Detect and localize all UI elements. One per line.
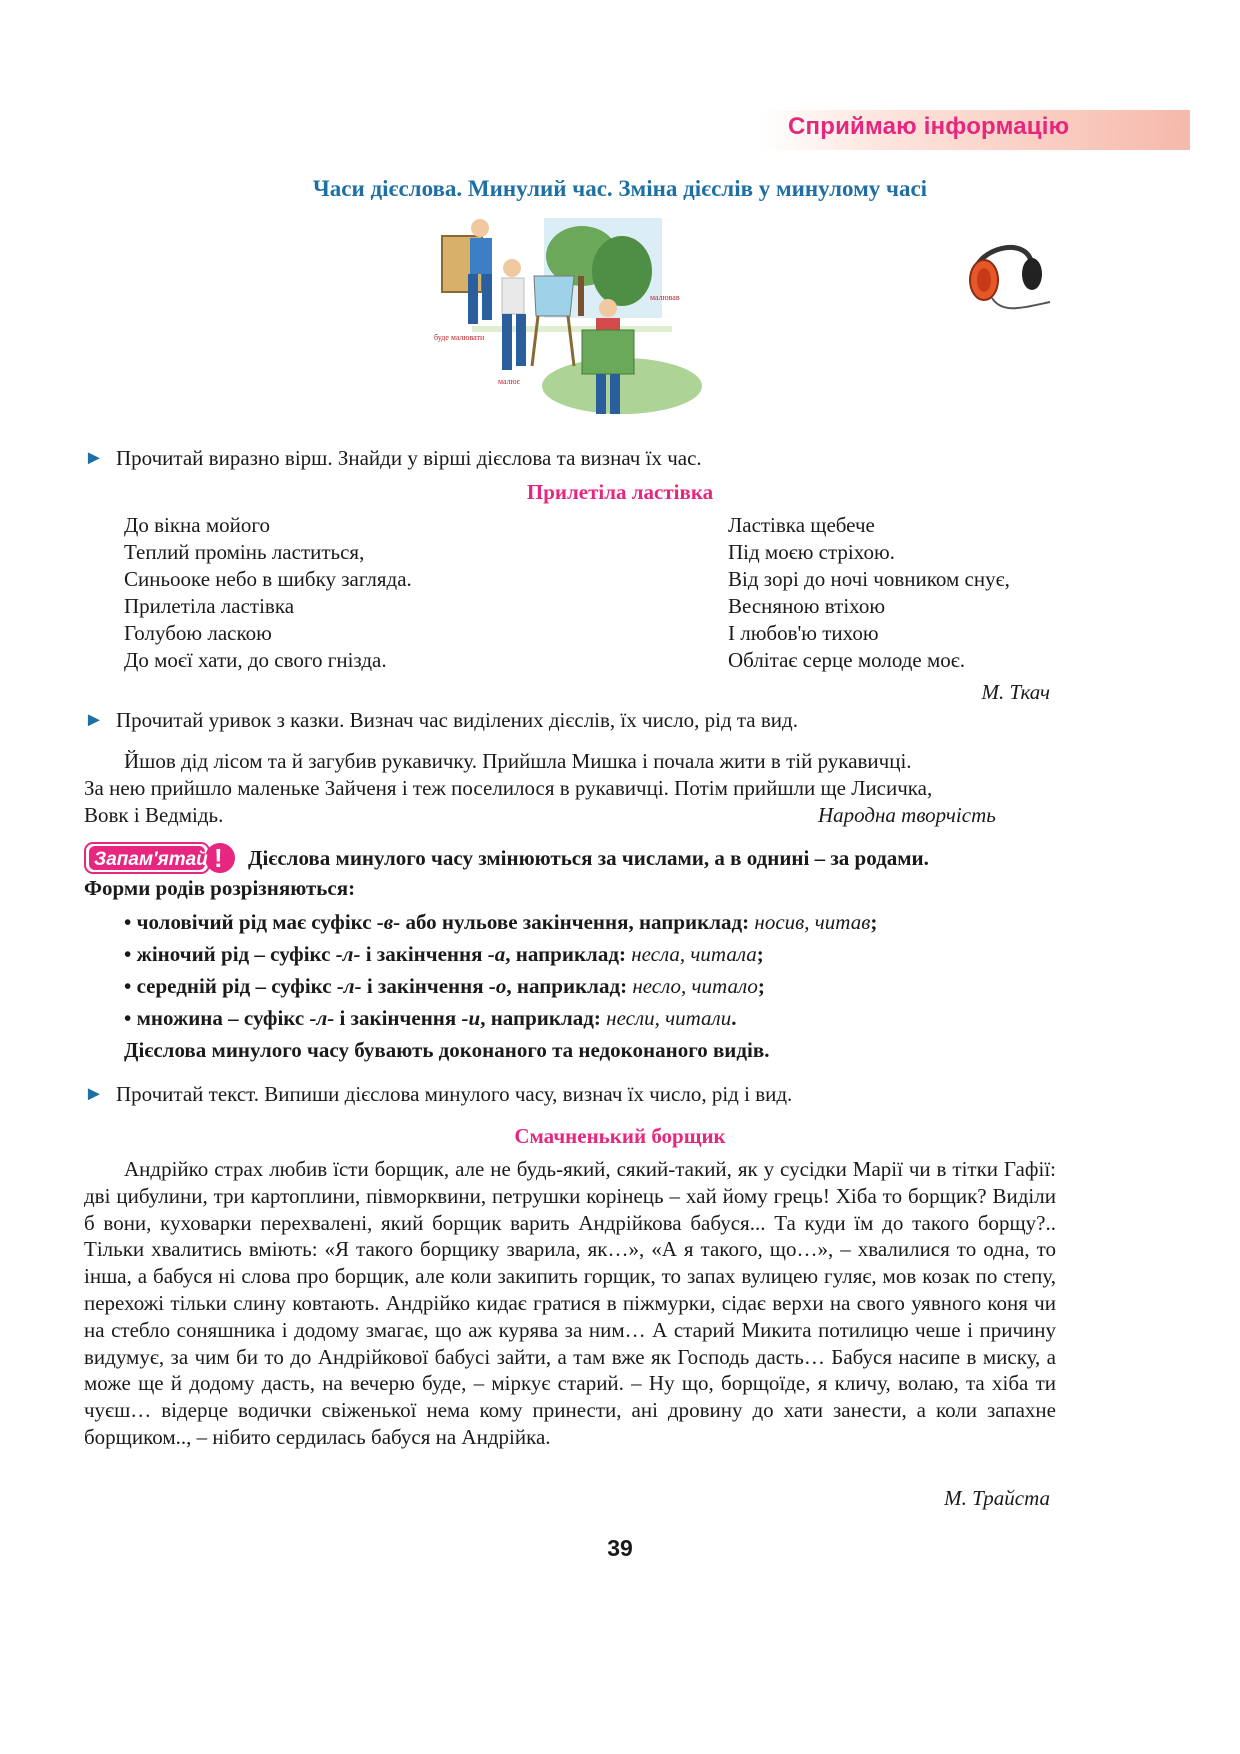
- poem-line: До моєї хати, до свого гнізда.: [124, 648, 387, 672]
- boy-painting-illustration: [432, 216, 714, 428]
- example: несло, читало: [632, 974, 758, 998]
- punct: .: [731, 1006, 737, 1030]
- suffix: -л-: [309, 1006, 335, 1030]
- poem-line: Під моєю стріхою.: [728, 540, 895, 564]
- poem-author: М. Ткач: [981, 680, 1050, 704]
- story-author: М. Трайста: [944, 1486, 1050, 1510]
- label-present: малює: [498, 377, 521, 386]
- suffix: -л-: [336, 974, 362, 998]
- rule-bullet-feminine: [124, 938, 764, 970]
- headphones-icon: [962, 228, 1052, 316]
- label-future: буде малювати: [434, 333, 485, 342]
- poem-line: Прилетіла ластівка: [124, 594, 295, 618]
- tale-line: Йшов дід лісом та й загубив рукавичку. Прийшла Мишка і почала жити в тій рукавичці.: [124, 749, 912, 773]
- poem-line: Від зорі до ночі човником снує,: [728, 567, 1010, 591]
- ending: -а: [487, 942, 506, 966]
- task-read-poem: [84, 446, 702, 471]
- story-title: Смачненький борщик: [514, 1124, 726, 1148]
- suffix: -л-: [335, 942, 361, 966]
- page-number: 39: [607, 1535, 633, 1561]
- pointer-arrow-icon: ►: [84, 1083, 104, 1105]
- punct: ;: [870, 910, 878, 934]
- task-read-text: [84, 1082, 792, 1107]
- punct: ;: [756, 942, 764, 966]
- task-text: Прочитай текст. Випиши дієслова минулого часу, визнач їх число, рід і вид.: [116, 1082, 793, 1106]
- tale-last-row: [84, 802, 1056, 829]
- poem-line: Облітає серце молоде моє.: [728, 648, 966, 672]
- rule-text: і закінчення: [334, 1006, 462, 1030]
- rule-line-1: Дієслова минулого часу змінюються за числами, а в однині – за родами.: [248, 846, 929, 870]
- poem-line: Синьооке небо в шибку загляда.: [124, 567, 412, 591]
- rule-text: • чоловічий рід має суфікс: [124, 910, 377, 934]
- tale-excerpt: [84, 748, 1056, 829]
- ending: -и: [461, 1006, 481, 1030]
- rule-text: , наприклад:: [480, 1006, 607, 1030]
- rule-bullet-neuter: [124, 970, 765, 1002]
- poem-line: Голубою ласкою: [124, 621, 272, 645]
- tale-source: Народна творчість: [818, 803, 996, 827]
- rule-bullet-plural: [124, 1002, 736, 1034]
- tale-line: Вовк і Ведмідь.: [84, 803, 224, 827]
- rule-line-last: Дієслова минулого часу бувають доконаного та недоконаного видів.: [124, 1038, 770, 1062]
- story-text: Андрійко страх любив їсти борщик, але не будь-який, сякий-такий, як у сусідки Марії чи в тітки Гафії: дві цибулини, три картоплини, півморквини, петрушки корінець – хай йому грець! Хіба то борщик? Виділи б вони, куховарки перехвалені, який борщик варить Андрійкова бабуся... Та куди їм до такого борщу?.. Тільки хвалитись вміють: «Я такого борщику зварила, як…», «А я такого, що…», – хвалилися то одна, то інша, а бабуся ні слова про борщик, але коли закипить горщик, то запах вулицею гуляє, мов козак по степу, перехожі тільки слину ковтають. Андрійко кидає гратися в піжмурки, сідає верхи на свого уявного коня чи на стебло соняшника і додому змагає, що аж курява за ним… А старий Микита потилицю чеше і причину видумує, за чим би то до Андрійкової бабусі зайти, а там вже як Господь дасть… Бабуся насипе в миску, а може ще й додому дасть, на вечерю буде, – міркує старий. – Ну що, борщоїде, я кличу, волаю, та хіба ти чуєш… відерце водички свіженької нема кому принести, ані дровину до хати занести, а коли запахне борщиком.., – нібито сердилась бабуся на Андрійка.: [84, 1157, 1056, 1449]
- poem-line: Теплий промінь ластиться,: [124, 540, 365, 564]
- poem-line: Ластівка щебече: [728, 513, 875, 537]
- example: носив, читав: [754, 910, 871, 934]
- rule-text: або нульове закінчення, наприклад:: [400, 910, 755, 934]
- punct: ;: [757, 974, 765, 998]
- example: несла, читала: [631, 942, 757, 966]
- rule-text: • множина – суфікс: [124, 1006, 310, 1030]
- rule-text: • середній рід – суфікс: [124, 974, 337, 998]
- rule-text: і закінчення: [360, 942, 488, 966]
- lesson-title: Часи дієслова. Минулий час. Зміна дієслів у минулому часі: [312, 176, 928, 201]
- remember-badge: [84, 841, 238, 875]
- section-title: Сприймаю інформацію: [788, 113, 1070, 140]
- suffix: -в-: [376, 910, 401, 934]
- task-text: Прочитай виразно вірш. Знайди у вірші дієслова та визнач їх час.: [116, 446, 702, 470]
- label-past: малював: [650, 293, 680, 302]
- poem-left-column: [124, 512, 412, 674]
- poem-line: До вікна мойого: [124, 513, 270, 537]
- rule-line-2: Форми родів розрізняються:: [84, 876, 356, 900]
- task-text: Прочитай уривок з казки. Визнач час виділених дієслів, їх число, рід та вид.: [116, 708, 798, 732]
- rule-text: , наприклад:: [505, 942, 632, 966]
- rule-text: , наприклад:: [506, 974, 633, 998]
- ending: -о: [488, 974, 507, 998]
- rule-text: і закінчення: [361, 974, 489, 998]
- poem-title: Прилетіла ластівка: [526, 480, 714, 504]
- remember-badge-text: Запам'ятай: [94, 849, 208, 870]
- tale-line: За нею прийшло маленьке Зайченя і теж поселилося в рукавичці. Потім прийшли ще Лисичка,: [84, 776, 933, 800]
- exclamation-icon: !: [214, 843, 223, 873]
- task-read-tale: [84, 708, 798, 733]
- poem-line: І любов'ю тихою: [728, 621, 879, 645]
- poem-line: Весняною втіхою: [728, 594, 886, 618]
- example: несли, читали: [606, 1006, 732, 1030]
- poem-right-column: [728, 512, 1010, 674]
- pointer-arrow-icon: ►: [84, 709, 104, 731]
- pointer-arrow-icon: ►: [84, 447, 104, 469]
- rule-bullet-masculine: [124, 906, 877, 938]
- rule-text: • жіночий рід – суфікс: [124, 942, 336, 966]
